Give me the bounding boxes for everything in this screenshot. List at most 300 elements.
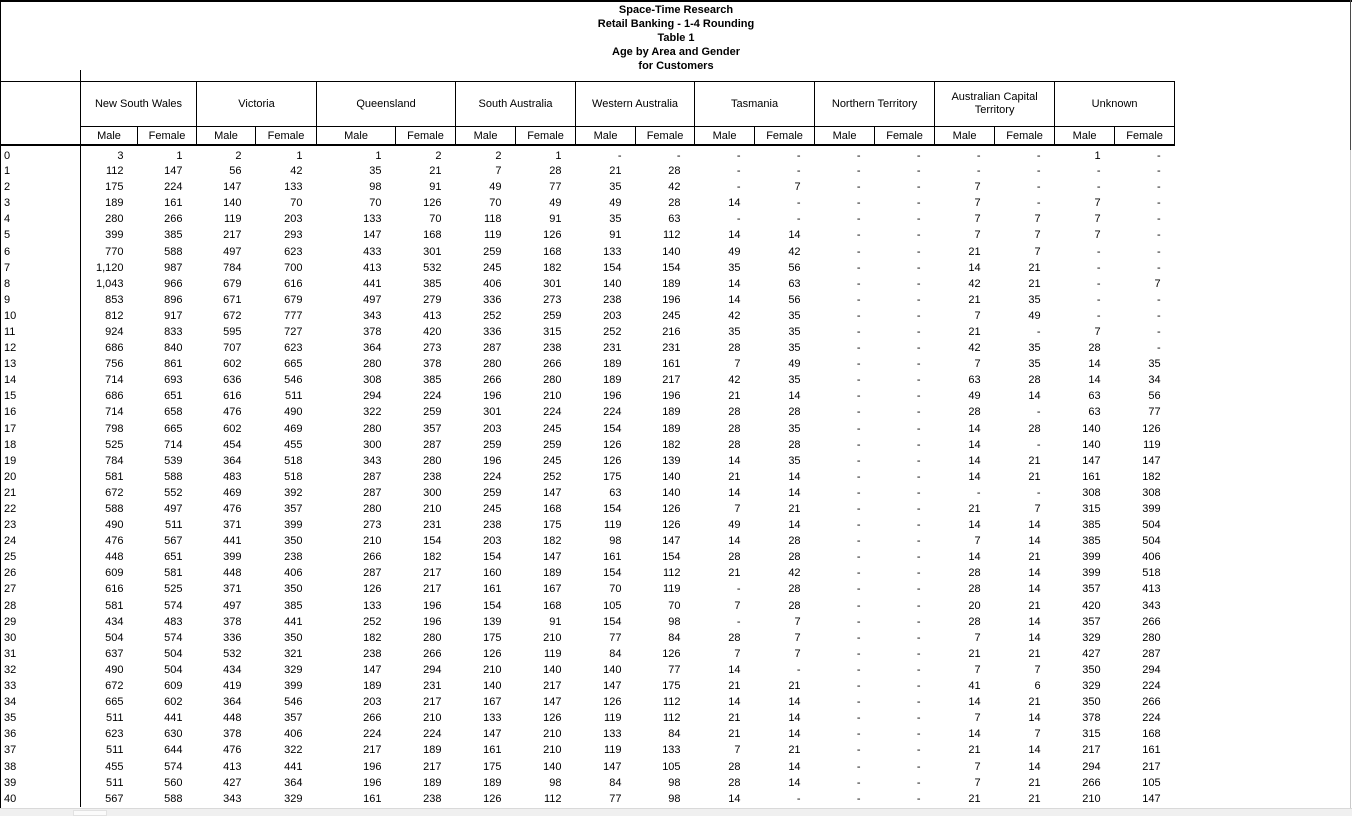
value-cell: 378 — [223, 615, 242, 628]
value-cell: 343 — [1142, 599, 1161, 612]
value-cell: - — [916, 760, 921, 773]
value-cell: 651 — [164, 390, 183, 403]
value-cell: 518 — [284, 454, 303, 467]
value-cell: 133 — [483, 712, 502, 725]
value-cell: - — [856, 277, 861, 290]
value-cell: 203 — [483, 535, 502, 548]
value-cell: 252 — [363, 615, 382, 628]
value-cell: 147 — [662, 535, 681, 548]
value-cell: 14 — [1028, 744, 1041, 757]
value-cell: 273 — [363, 519, 382, 532]
value-cell: 14 — [968, 470, 981, 483]
value-cell: 70 — [429, 213, 442, 226]
value-cell: - — [796, 197, 801, 210]
value-cell: 14 — [1088, 358, 1101, 371]
value-cell: 20 — [968, 599, 981, 612]
value-cell: 63 — [788, 277, 801, 290]
value-cell: 167 — [543, 583, 562, 596]
age-label: 8 — [1, 276, 81, 292]
value-cell: 14 — [788, 519, 801, 532]
value-cell: - — [916, 776, 921, 789]
value-cell: 182 — [543, 535, 562, 548]
value-cell: 287 — [363, 470, 382, 483]
value-cell: 7 — [974, 181, 981, 194]
report-title-block — [0, 3, 1352, 73]
value-cell: - — [916, 261, 921, 274]
age-label: 34 — [1, 694, 81, 710]
value-cell: 441 — [363, 277, 382, 290]
age-label: 27 — [1, 581, 81, 597]
value-cell: 588 — [105, 503, 124, 516]
value-cell: - — [1036, 486, 1041, 499]
value-cell: - — [856, 438, 861, 451]
value-cell: 154 — [603, 261, 622, 274]
value-cell: - — [856, 342, 861, 355]
value-cell: 231 — [662, 342, 681, 355]
table-row-age-3 — [1, 195, 1175, 211]
value-cell: 182 — [1142, 470, 1161, 483]
value-cell: 252 — [543, 470, 562, 483]
value-cell: 385 — [423, 374, 442, 387]
value-cell: 385 — [423, 277, 442, 290]
value-cell: 210 — [483, 663, 502, 676]
value-cell: 238 — [284, 551, 303, 564]
value-cell: 189 — [662, 422, 681, 435]
value-cell: - — [617, 150, 622, 162]
value-cell: - — [1096, 181, 1101, 194]
value-cell: 28 — [788, 599, 801, 612]
value-cell: 497 — [164, 503, 183, 516]
age-label: 13 — [1, 356, 81, 372]
value-cell: 140 — [223, 197, 242, 210]
value-cell: 7 — [1154, 277, 1161, 290]
value-cell: 441 — [284, 615, 303, 628]
table-row-age-11 — [1, 324, 1175, 340]
value-cell: - — [736, 583, 741, 596]
value-cell: 336 — [483, 293, 502, 306]
value-cell: 119 — [603, 519, 622, 532]
value-cell: 14 — [1028, 390, 1041, 403]
value-cell: - — [916, 519, 921, 532]
value-cell: 203 — [284, 213, 303, 226]
value-cell: 21 — [1028, 261, 1041, 274]
value-cell: 511 — [164, 519, 183, 532]
value-cell: 469 — [284, 422, 303, 435]
value-cell: 7 — [974, 663, 981, 676]
table-row-age-0 — [1, 145, 1175, 163]
value-cell: 280 — [105, 213, 124, 226]
value-cell: 21 — [728, 680, 741, 693]
value-cell: 189 — [363, 680, 382, 693]
value-cell: 140 — [1082, 422, 1101, 435]
value-cell: 28 — [788, 583, 801, 596]
value-cell: - — [1156, 261, 1161, 274]
value-cell: 266 — [423, 647, 442, 660]
value-cell: 126 — [543, 712, 562, 725]
table-row-age-39 — [1, 775, 1175, 791]
value-cell: 350 — [284, 631, 303, 644]
horizontal-scrollbar-thumb[interactable] — [73, 810, 107, 816]
value-cell: 7 — [734, 744, 741, 757]
value-cell: 14 — [728, 293, 741, 306]
value-cell: - — [856, 615, 861, 628]
value-cell: 189 — [603, 374, 622, 387]
value-cell: 287 — [483, 342, 502, 355]
value-cell: 35 — [728, 261, 741, 274]
value-cell: 126 — [363, 583, 382, 596]
value-cell: 147 — [603, 760, 622, 773]
value-cell: 175 — [662, 680, 681, 693]
value-cell: 987 — [164, 261, 183, 274]
gender-header-western-australia-female: Female — [636, 127, 695, 146]
table-row-age-8 — [1, 276, 1175, 292]
value-cell: 364 — [223, 454, 242, 467]
table-row-age-14 — [1, 372, 1175, 388]
value-cell: - — [676, 150, 681, 162]
value-cell: 224 — [164, 181, 183, 194]
value-cell: 168 — [543, 245, 562, 258]
table-row-age-12 — [1, 340, 1175, 356]
value-cell: - — [736, 165, 741, 178]
value-cell: 35 — [788, 342, 801, 355]
value-cell: 21 — [1028, 551, 1041, 564]
value-cell: 7 — [974, 197, 981, 210]
gender-header-unknown-female: Female — [1115, 127, 1175, 146]
value-cell: 175 — [543, 519, 562, 532]
value-cell: - — [1156, 165, 1161, 178]
value-cell: 14 — [788, 712, 801, 725]
value-cell: 182 — [662, 438, 681, 451]
area-header-new-south-wales: New South Wales — [81, 82, 197, 127]
value-cell: 448 — [223, 712, 242, 725]
value-cell: 84 — [668, 631, 681, 644]
value-cell: 7 — [974, 760, 981, 773]
value-cell: 7 — [495, 165, 502, 178]
value-cell: 21 — [1028, 599, 1041, 612]
value-cell: - — [916, 277, 921, 290]
value-cell: - — [916, 744, 921, 757]
value-cell: 140 — [603, 277, 622, 290]
value-cell: - — [916, 535, 921, 548]
value-cell: 161 — [164, 197, 183, 210]
age-label: 5 — [1, 227, 81, 243]
value-cell: 14 — [968, 438, 981, 451]
value-cell: 266 — [483, 374, 502, 387]
value-cell: - — [856, 165, 861, 178]
value-cell: 140 — [662, 245, 681, 258]
value-cell: 196 — [423, 615, 442, 628]
value-cell: 671 — [223, 293, 242, 306]
value-cell: 21 — [968, 293, 981, 306]
value-cell: 287 — [363, 486, 382, 499]
value-cell: 126 — [662, 503, 681, 516]
value-cell: 378 — [363, 325, 382, 338]
value-cell: 63 — [968, 374, 981, 387]
table-row-age-24 — [1, 533, 1175, 549]
value-cell: 7 — [974, 229, 981, 242]
value-cell: 686 — [105, 342, 124, 355]
value-cell: 42 — [728, 374, 741, 387]
value-cell: 126 — [662, 519, 681, 532]
title-line-dataset: Retail Banking - 1-4 Rounding — [597, 18, 755, 30]
value-cell: 70 — [369, 197, 382, 210]
value-cell: 210 — [423, 503, 442, 516]
value-cell: 28 — [728, 551, 741, 564]
value-cell: 294 — [363, 390, 382, 403]
value-cell: 406 — [1142, 551, 1161, 564]
value-cell: - — [856, 150, 861, 162]
value-cell: 7 — [1034, 728, 1041, 741]
value-cell: 853 — [105, 293, 124, 306]
value-cell: 210 — [543, 631, 562, 644]
value-cell: - — [916, 342, 921, 355]
value-cell: - — [856, 599, 861, 612]
table-row-age-6 — [1, 243, 1175, 259]
value-cell: 42 — [968, 342, 981, 355]
value-cell: 28 — [788, 438, 801, 451]
value-cell: - — [856, 760, 861, 773]
value-cell: 167 — [483, 696, 502, 709]
value-cell: 21 — [968, 245, 981, 258]
value-cell: 574 — [164, 760, 183, 773]
value-cell: 147 — [164, 165, 183, 178]
value-cell: 49 — [549, 197, 562, 210]
value-cell: 49 — [788, 358, 801, 371]
value-cell: 98 — [369, 181, 382, 194]
value-cell: 182 — [543, 261, 562, 274]
value-cell: 672 — [223, 309, 242, 322]
value-cell: 609 — [164, 680, 183, 693]
value-cell: 343 — [363, 309, 382, 322]
value-cell: 84 — [668, 728, 681, 741]
value-cell: 126 — [543, 229, 562, 242]
value-cell: 140 — [483, 680, 502, 693]
value-cell: 21 — [788, 503, 801, 516]
value-cell: 140 — [543, 663, 562, 676]
value-cell: 300 — [363, 438, 382, 451]
value-cell: 546 — [284, 374, 303, 387]
value-cell: 7 — [794, 647, 801, 660]
value-cell: 364 — [363, 342, 382, 355]
horizontal-scrollbar[interactable] — [0, 808, 1352, 816]
value-cell: 476 — [223, 406, 242, 419]
value-cell: 917 — [164, 309, 183, 322]
value-cell: 679 — [284, 293, 303, 306]
value-cell: - — [856, 309, 861, 322]
value-cell: 231 — [423, 519, 442, 532]
value-cell: 189 — [662, 406, 681, 419]
value-cell: 476 — [105, 535, 124, 548]
value-cell: 14 — [728, 696, 741, 709]
value-cell: 588 — [164, 245, 183, 258]
value-cell: 350 — [284, 583, 303, 596]
value-cell: - — [1036, 197, 1041, 210]
table-row-age-33 — [1, 678, 1175, 694]
value-cell: 14 — [728, 454, 741, 467]
value-cell: 14 — [1028, 760, 1041, 773]
value-cell: 420 — [423, 325, 442, 338]
value-cell: 329 — [284, 792, 303, 805]
age-label: 17 — [1, 421, 81, 437]
value-cell: 1 — [296, 150, 303, 162]
value-cell: - — [916, 599, 921, 612]
value-cell: 118 — [483, 213, 502, 226]
value-cell: 616 — [284, 277, 303, 290]
value-cell: - — [796, 150, 801, 162]
title-line-dimensions: Age by Area and Gender — [612, 46, 740, 58]
value-cell: 133 — [284, 181, 303, 194]
value-cell: 385 — [1082, 535, 1101, 548]
age-label: 10 — [1, 308, 81, 324]
value-cell: 49 — [489, 181, 502, 194]
gender-header-northern-territory-female: Female — [875, 127, 935, 146]
value-cell: 259 — [543, 438, 562, 451]
value-cell: 28 — [728, 631, 741, 644]
area-header-victoria: Victoria — [197, 82, 317, 127]
value-cell: 126 — [483, 792, 502, 805]
value-cell: 210 — [543, 728, 562, 741]
value-cell: 441 — [284, 760, 303, 773]
value-cell: 518 — [1142, 567, 1161, 580]
value-cell: 546 — [284, 696, 303, 709]
value-cell: 217 — [423, 760, 442, 773]
value-cell: 266 — [1142, 615, 1161, 628]
area-header-unknown: Unknown — [1055, 82, 1175, 127]
value-cell: 175 — [483, 760, 502, 773]
value-cell: 378 — [423, 358, 442, 371]
value-cell: 21 — [968, 792, 981, 805]
value-cell: 14 — [728, 197, 741, 210]
value-cell: 308 — [363, 374, 382, 387]
value-cell: 350 — [1082, 663, 1101, 676]
value-cell: 329 — [1082, 680, 1101, 693]
value-cell: 91 — [549, 615, 562, 628]
value-cell: 14 — [1028, 615, 1041, 628]
value-cell: 315 — [1082, 503, 1101, 516]
value-cell: 413 — [223, 760, 242, 773]
value-cell: 21 — [1028, 454, 1041, 467]
value-cell: - — [916, 309, 921, 322]
value-cell: 28 — [1028, 422, 1041, 435]
value-cell: 189 — [483, 776, 502, 789]
value-cell: 518 — [284, 470, 303, 483]
value-cell: 196 — [662, 390, 681, 403]
value-cell: 49 — [968, 390, 981, 403]
value-cell: 154 — [662, 261, 681, 274]
value-cell: 189 — [105, 197, 124, 210]
value-cell: 6 — [1034, 680, 1041, 693]
table-row-age-2 — [1, 179, 1175, 195]
value-cell: - — [856, 583, 861, 596]
value-cell: 784 — [223, 261, 242, 274]
value-cell: 371 — [223, 583, 242, 596]
value-cell: 581 — [105, 470, 124, 483]
value-cell: 665 — [284, 358, 303, 371]
value-cell: - — [856, 293, 861, 306]
value-cell: 147 — [543, 696, 562, 709]
value-cell: - — [796, 165, 801, 178]
value-cell: 630 — [164, 728, 183, 741]
value-cell: 399 — [223, 551, 242, 564]
value-cell: 504 — [1142, 535, 1161, 548]
value-cell: 574 — [164, 599, 183, 612]
value-cell: 777 — [284, 309, 303, 322]
value-cell: 112 — [105, 165, 124, 178]
value-cell: 419 — [223, 680, 242, 693]
value-cell: 42 — [290, 165, 303, 178]
value-cell: 532 — [223, 647, 242, 660]
value-cell: 133 — [662, 744, 681, 757]
value-cell: 77 — [609, 792, 622, 805]
value-cell: 35 — [1028, 342, 1041, 355]
value-cell: 497 — [223, 245, 242, 258]
value-cell: 196 — [423, 599, 442, 612]
age-label: 1 — [1, 163, 81, 179]
value-cell: 399 — [1082, 551, 1101, 564]
value-cell: 14 — [1028, 712, 1041, 725]
age-label: 9 — [1, 292, 81, 308]
area-header-western-australia: Western Australia — [576, 82, 695, 127]
value-cell: 7 — [974, 213, 981, 226]
age-label: 29 — [1, 614, 81, 630]
value-cell: 259 — [423, 406, 442, 419]
gender-header-south-australia-male: Male — [456, 127, 516, 146]
value-cell: 63 — [1088, 390, 1101, 403]
value-cell: 35 — [788, 422, 801, 435]
value-cell: 616 — [223, 390, 242, 403]
table-row-age-16 — [1, 404, 1175, 420]
value-cell: 454 — [223, 438, 242, 451]
value-cell: 294 — [1082, 760, 1101, 773]
value-cell: 259 — [543, 309, 562, 322]
value-cell: 21 — [728, 390, 741, 403]
value-cell: 70 — [609, 583, 622, 596]
value-cell: 245 — [662, 309, 681, 322]
gender-header-victoria-female: Female — [256, 127, 317, 146]
value-cell: 189 — [543, 567, 562, 580]
age-label: 38 — [1, 758, 81, 774]
value-cell: 287 — [363, 567, 382, 580]
value-cell: 727 — [284, 325, 303, 338]
value-cell: - — [916, 470, 921, 483]
value-cell: - — [1096, 165, 1101, 178]
value-cell: 266 — [164, 213, 183, 226]
value-cell: - — [856, 325, 861, 338]
value-cell: 21 — [788, 680, 801, 693]
value-cell: 14 — [788, 760, 801, 773]
value-cell: 119 — [223, 213, 242, 226]
value-cell: 637 — [105, 647, 124, 660]
value-cell: 483 — [223, 470, 242, 483]
value-cell: - — [916, 792, 921, 805]
value-cell: 203 — [363, 696, 382, 709]
value-cell: 238 — [603, 293, 622, 306]
value-cell: 28 — [788, 551, 801, 564]
value-cell: 28 — [1028, 374, 1041, 387]
value-cell: 14 — [968, 728, 981, 741]
age-label: 15 — [1, 388, 81, 404]
value-cell: 14 — [788, 696, 801, 709]
value-cell: - — [1036, 150, 1041, 162]
value-cell: 7 — [794, 181, 801, 194]
value-cell: 321 — [284, 647, 303, 660]
value-cell: 483 — [164, 615, 183, 628]
age-label: 7 — [1, 260, 81, 276]
value-cell: 7 — [974, 776, 981, 789]
value-cell: 21 — [429, 165, 442, 178]
value-cell: 35 — [369, 165, 382, 178]
area-header-queensland: Queensland — [317, 82, 456, 127]
